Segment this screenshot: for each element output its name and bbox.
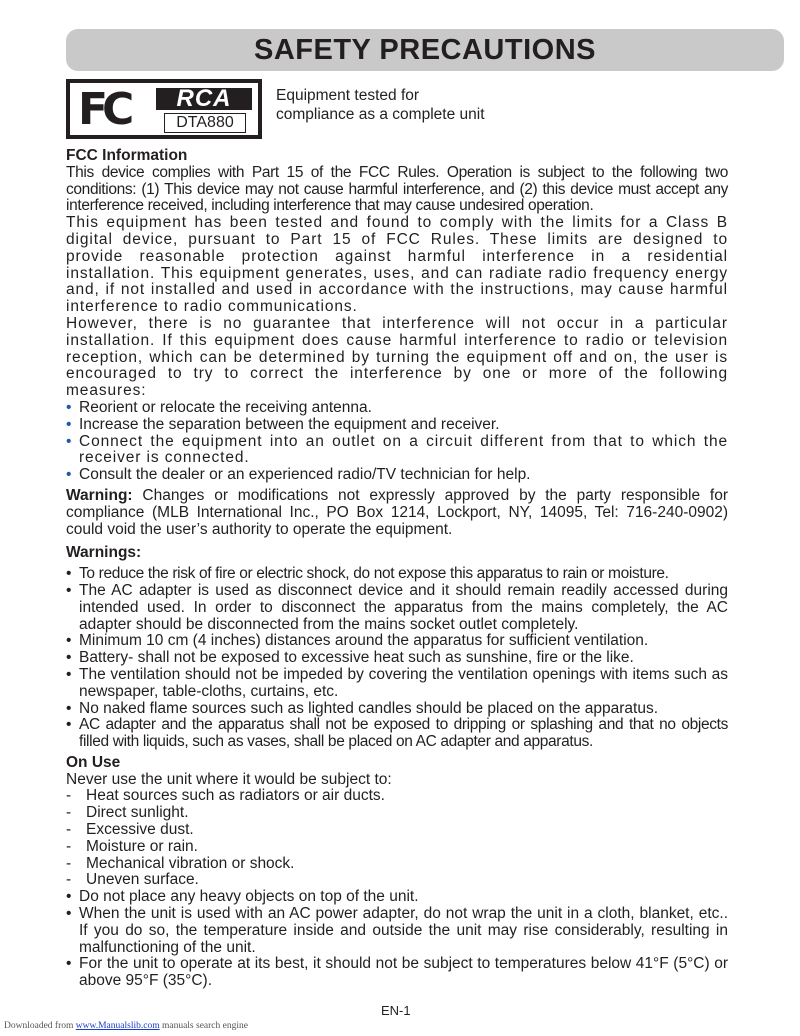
rca-brand: RCA xyxy=(156,88,252,110)
page-number: EN-1 xyxy=(381,1003,411,1018)
conditions-list xyxy=(66,788,728,889)
list-item: • Connect the equipment into an outlet on a circuit different from that to which the receiver is connected. xyxy=(66,434,728,468)
warnings-list xyxy=(66,566,728,751)
on-use-heading: On Use xyxy=(66,753,121,771)
list-item: • AC adapter and the apparatus shall not be exposed to dripping or splashing and that no objects filled with liquids, such as vases, shall be placed on AC adapter and apparatus. xyxy=(66,717,728,751)
fcc-mark: FC xyxy=(78,84,129,135)
list-item: • The AC adapter is used as disconnect device and it should remain readily accessed during intended used. In order to disconnect the apparatus from the mains completely, the AC adapter should be disconnected from the mains socket outlet completely. xyxy=(66,583,728,633)
measures-list xyxy=(66,400,728,484)
on-use-intro: Never use the unit where it would be subject to: xyxy=(66,770,392,788)
logo-caption-line: Equipment tested for xyxy=(276,87,420,104)
list-item: • The ventilation should not be impeded by covering the ventilation openings with items such as newspaper, table-cloths, curtains, etc. xyxy=(66,667,728,701)
logo-caption xyxy=(276,86,485,124)
list-item: • No naked flame sources such as lighted candles should be placed on the apparatus. xyxy=(66,701,728,718)
fcc-paragraph: However, there is no guarantee that interference will not occur in a particular installation. If this equipment does cause harmful interference to radio or television reception, which can be determined by turning the equipment off and on, the user is encouraged to try to correct the interference by one or more of the following measures: xyxy=(66,314,728,400)
list-item: • Battery- shall not be exposed to excessive heat such as sunshine, fire or the like. xyxy=(66,650,728,667)
page-title: SAFETY PRECAUTIONS xyxy=(253,33,596,66)
list-item: • Do not place any heavy objects on top of the unit. xyxy=(66,889,728,906)
list-item: • When the unit is used with an AC power adapter, do not wrap the unit in a cloth, blanket, etc.. If you do so, the temperature inside and outside the unit may rise considerably, resulting in malfunctioning of the unit. xyxy=(66,906,728,956)
tips-list xyxy=(66,889,728,990)
list-item: • For the unit to operate at its best, it should not be subject to temperatures below 41°F (5°C) or above 95°F (35°C). xyxy=(66,956,728,990)
list-item: • Consult the dealer or an experienced radio/TV technician for help. xyxy=(66,467,728,484)
download-footer xyxy=(4,1021,248,1031)
footer-suffix: manuals search engine xyxy=(159,1021,248,1031)
fcc-heading: FCC Information xyxy=(66,147,188,164)
warning-paragraph xyxy=(66,488,728,538)
list-item: • To reduce the risk of fire or electric shock, do not expose this apparatus to rain or moisture. xyxy=(66,566,728,583)
model-number: DTA880 xyxy=(164,113,246,133)
logo-caption-line: compliance as a complete unit xyxy=(276,106,485,123)
warnings-heading: Warnings: xyxy=(66,544,142,562)
list-item: - Heat sources such as radiators or air ducts. xyxy=(66,788,728,805)
title-bar xyxy=(66,29,784,71)
footer-prefix: Downloaded from xyxy=(4,1021,76,1031)
list-item: - Excessive dust. xyxy=(66,822,728,839)
list-item: - Moisture or rain. xyxy=(66,839,728,856)
list-item: • Reorient or relocate the receiving antenna. xyxy=(66,400,728,417)
warning-label: Warning: xyxy=(66,486,133,504)
document-body xyxy=(66,148,728,990)
manualslib-link[interactable]: www.Manualslib.com xyxy=(75,1021,160,1031)
warning-text: Changes or modifications not expressly approved by the party responsible for compliance (MLB International Inc., PO Box 1214, Lockport, NY, 14095, Tel: 716-240-0902) could void the user’s authority to operate the equipment. xyxy=(66,486,728,538)
list-item: • Increase the separation between the equipment and receiver. xyxy=(66,417,728,434)
list-item: - Direct sunlight. xyxy=(66,805,728,822)
list-item: - Uneven surface. xyxy=(66,872,728,889)
fcc-paragraph: This equipment has been tested and found to comply with the limits for a Class B digital device, pursuant to Part 15 of FCC Rules. These limits are designed to provide reasonable protection against harmful interference in a residential installation. This equipment generates, uses, and can radiate radio frequency energy and, if not installed and used in accordance with the instructions, may cause harmful interference to radio communications. xyxy=(66,214,728,316)
fcc-rca-logo xyxy=(66,79,262,139)
list-item: • Minimum 10 cm (4 inches) distances around the apparatus for sufficient ventilation. xyxy=(66,633,728,650)
fcc-paragraph: This device complies with Part 15 of the FCC Rules. Operation is subject to the following two conditions: (1) This device may not cause harmful interference, and (2) this device must accept any interference received, including interference that may cause undesired operation. xyxy=(66,163,728,215)
list-item: - Mechanical vibration or shock. xyxy=(66,856,728,873)
